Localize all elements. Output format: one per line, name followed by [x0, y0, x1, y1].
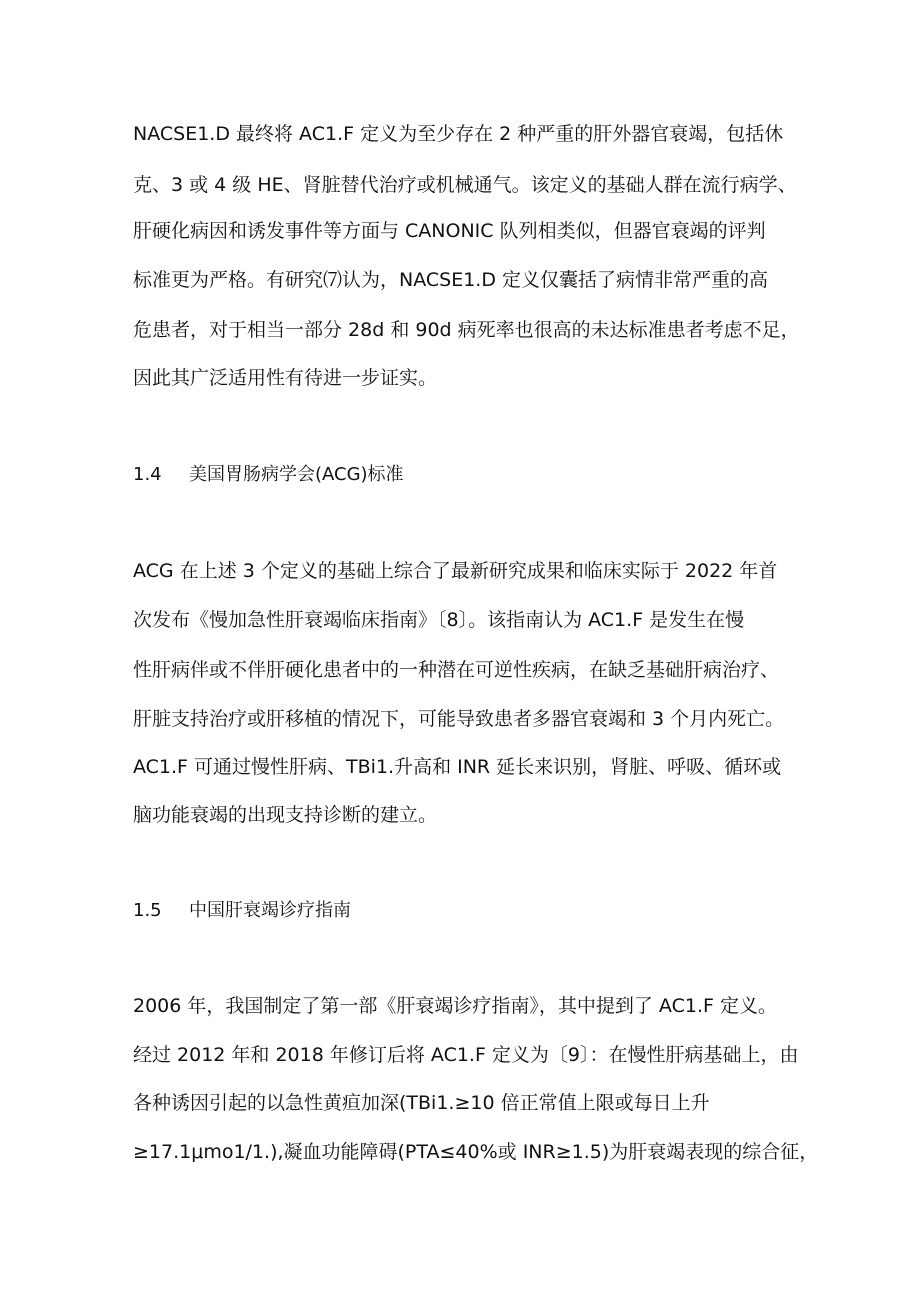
text-line: 性肝病伴或不伴肝硬化患者中的一种潜在可逆性疾病，在缺乏基础肝病治疗、: [133, 659, 780, 681]
section-title: 美国胃肠病学会(ACG)标准: [189, 464, 404, 485]
section-heading-1-5: [133, 899, 351, 923]
text-line: 经过 2012 年和 2018 年修订后将 AC1.F 定义为〔9〕：在慢性肝病基础上，由: [133, 1044, 799, 1066]
text-line: 脑功能衰竭的出现支持诊断的建立。: [133, 804, 438, 826]
text-line: 2006 年，我国制定了第一部《肝衰竭诊疗指南》，其中提到了 AC1.F 定义。: [133, 995, 777, 1017]
text-line: 标准更为严格。有研究⑺认为，NACSE1.D 定义仅囊括了病情非常严重的高: [133, 269, 769, 291]
text-line: 因此其广泛适用性有待进一步证实。: [133, 367, 438, 389]
section-number: 1.5: [133, 900, 162, 921]
section-title: 中国肝衰竭诊疗指南: [189, 900, 351, 921]
text-line: 肝硬化病因和诱发事件等方面与 CANONIC 队列相类似，但器官衰竭的评判: [133, 220, 766, 242]
text-line: 各种诱因引起的以急性黄疸加深(TBi1.≥10 倍正常值上限或每日上升: [133, 1092, 710, 1114]
text-line: NACSE1.D 最终将 AC1.F 定义为至少存在 2 种严重的肝外器官衰竭，包括休: [133, 123, 784, 145]
text-line: 肝脏支持治疗或肝移植的情况下，可能导致患者多器官衰竭和 3 个月内死亡。: [133, 708, 785, 730]
text-line: AC1.F 可通过慢性肝病、TBi1.升高和 INR 延长来识别，肾脏、呼吸、循环或: [133, 756, 782, 778]
section-heading-1-4: [133, 463, 404, 487]
text-line: ACG 在上述 3 个定义的基础上综合了最新研究成果和临床实际于 2022 年首: [133, 560, 778, 582]
text-line: 次发布《慢加急性肝衰竭临床指南》〔8〕。该指南认为 AC1.F 是发生在慢: [133, 609, 745, 631]
text-line: ≥17.1μmo1/1.),凝血功能障碍(PTA≤40%或 INR≥1.5)为肝衰竭表现的综合征，: [133, 1141, 819, 1163]
text-line: 危患者，对于相当一部分 28d 和 90d 病死率也很高的未达标准患者考虑不足，: [133, 319, 800, 341]
section-number: 1.4: [133, 464, 162, 485]
text-line: 克、3 或 4 级 HE、肾脏替代治疗或机械通气。该定义的基础人群在流行病学、: [133, 174, 797, 196]
